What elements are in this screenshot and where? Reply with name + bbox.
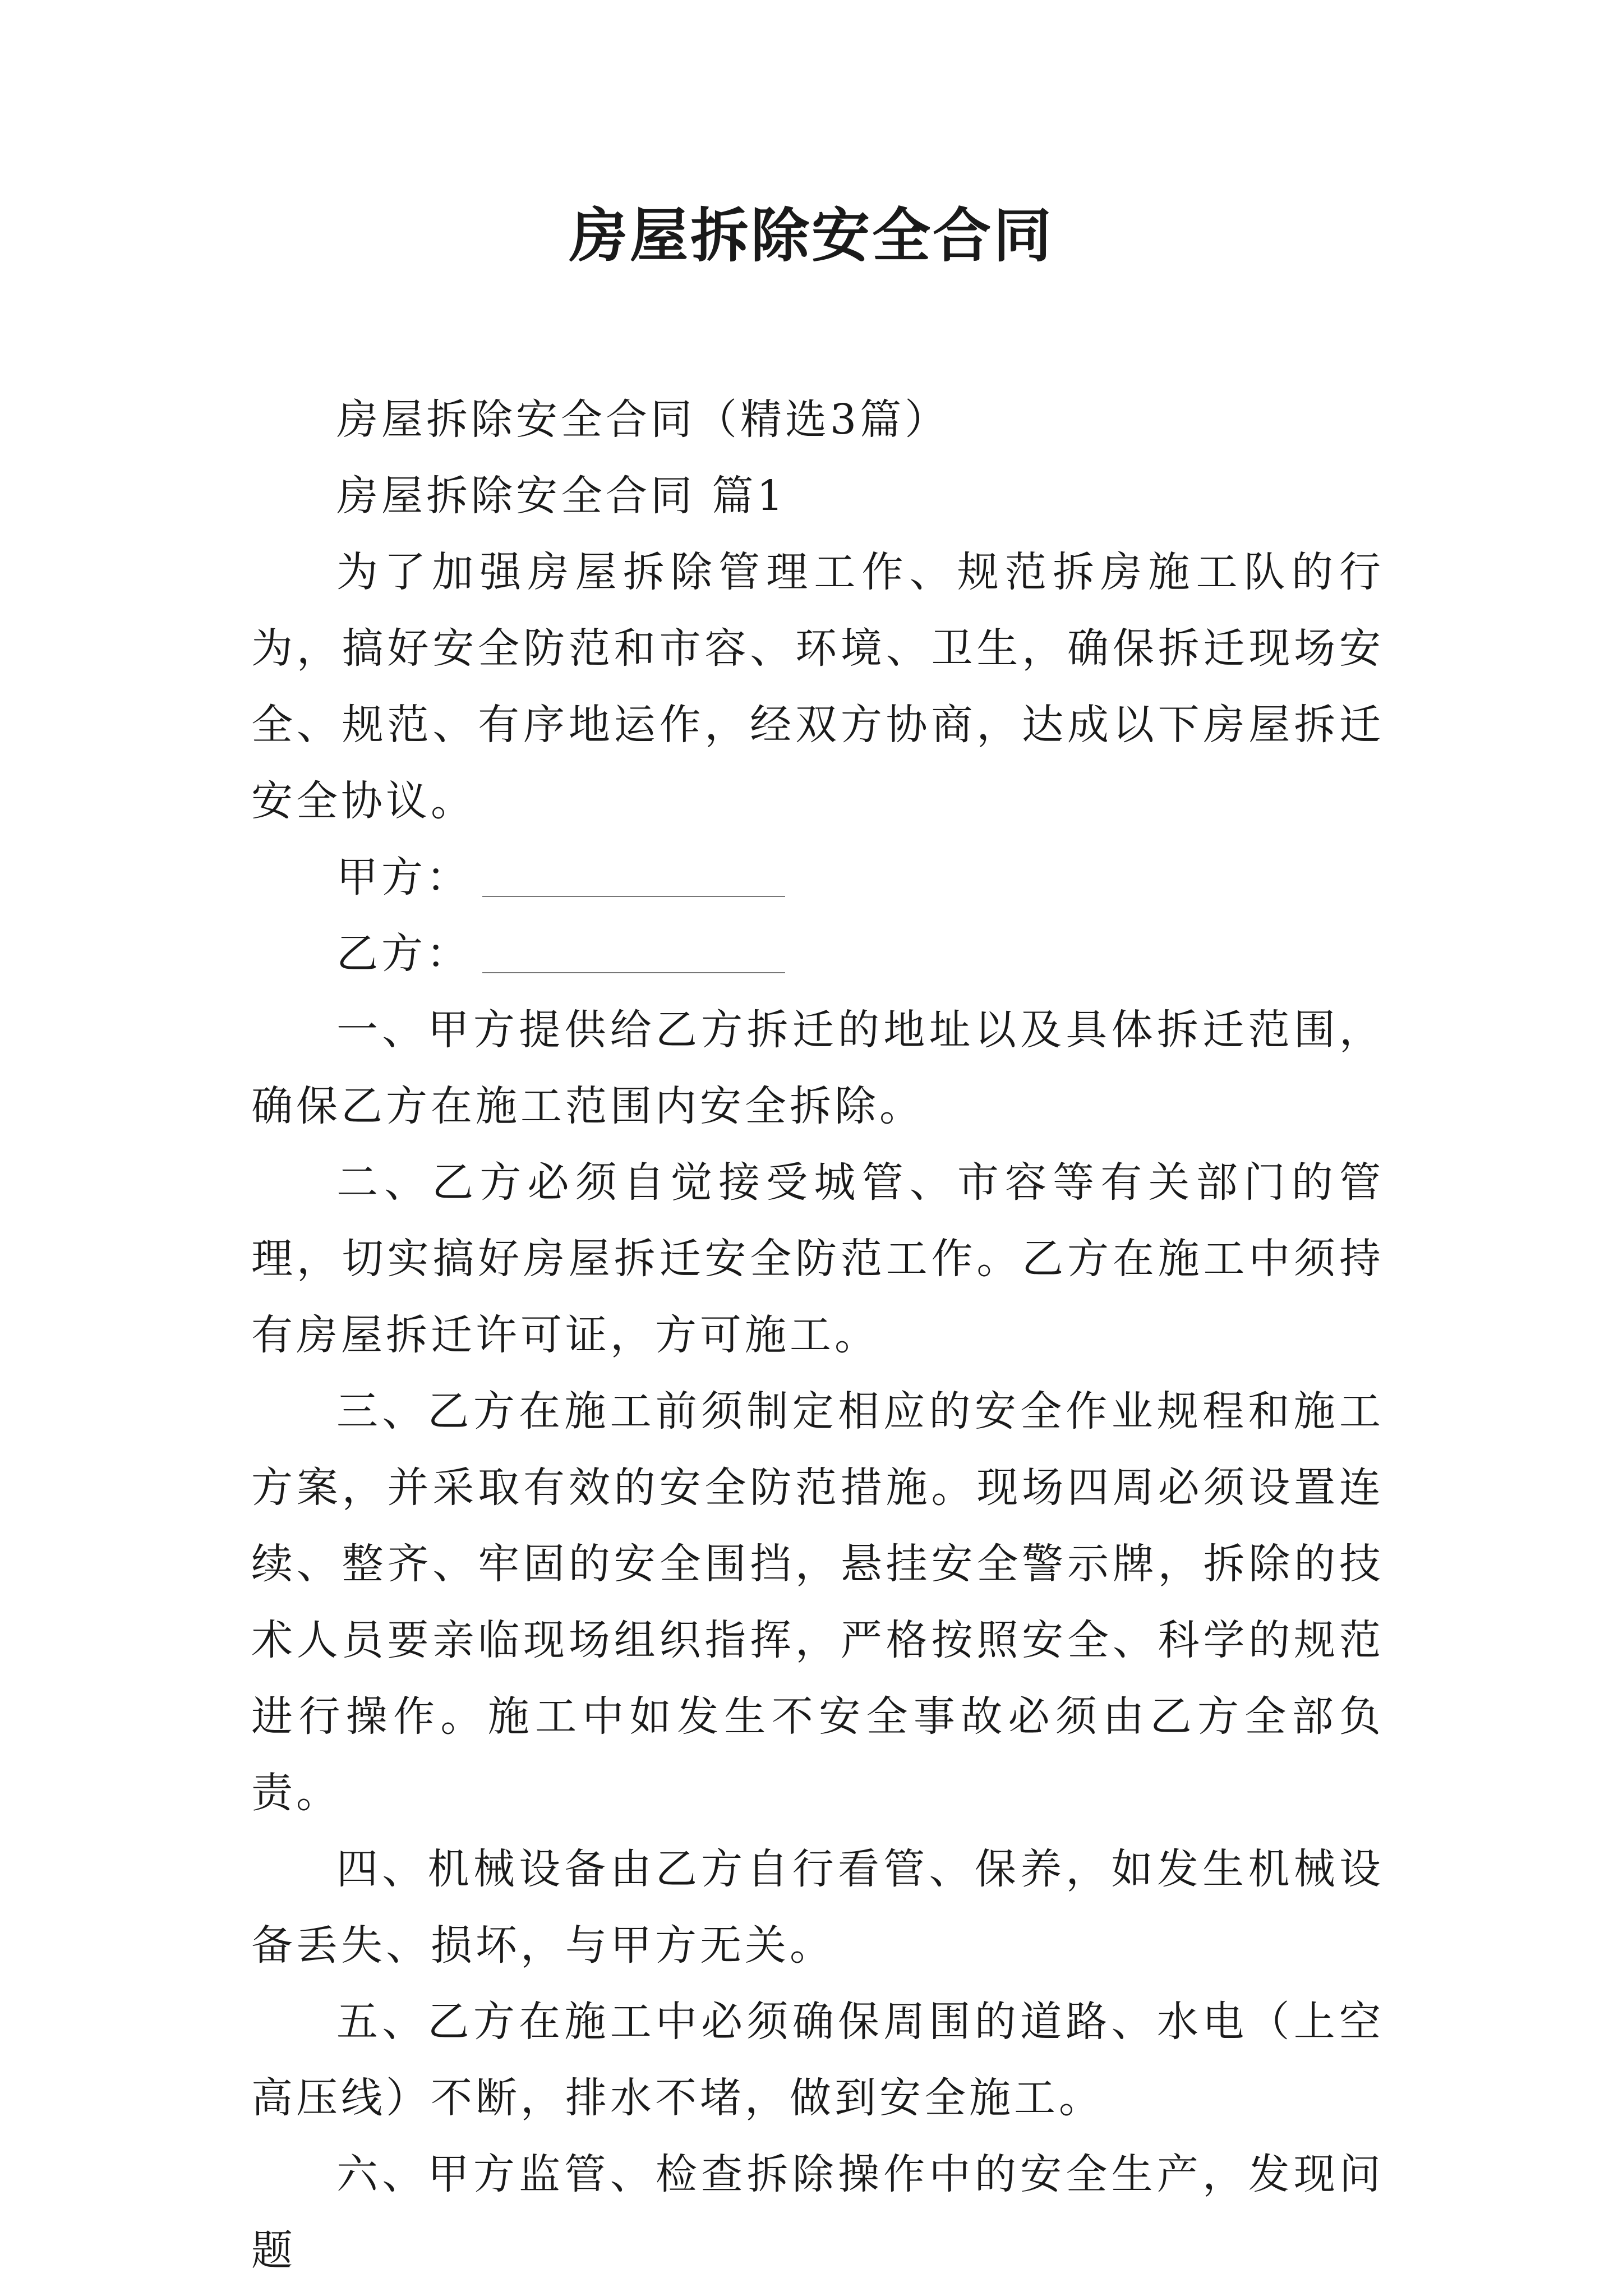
party-b-label: 乙方： [336, 930, 471, 978]
intro-paragraph: 为了加强房屋拆除管理工作、规范拆房施工队的行为，搞好安全防范和市容、环境、卫生，确保拆迁现场安全、规范、有序地运作，经双方协商，达成以下房屋拆迁安全协议。 [251, 548, 1384, 825]
clause-4: 四、机械设备由乙方自行看管、保养，如发生机械设备丢失、损坏，与甲方无关。 [251, 1845, 1384, 1970]
party-b-blank[interactable] [482, 972, 785, 973]
party-a-line [251, 839, 1384, 915]
clause-2: 二、乙方必须自觉接受城管、市容等有关部门的管理，切实搞好房屋拆迁安全防范工作。乙方在施工中须持有房屋拆迁许可证，方可施工。 [251, 1158, 1384, 1359]
document-body [251, 381, 1384, 2289]
clause-1: 一、甲方提供给乙方拆迁的地址以及具体拆迁范围，确保乙方在施工范围内安全拆除。 [251, 1006, 1384, 1130]
section-heading: 房屋拆除安全合同 篇1 [336, 472, 787, 520]
clause-5: 五、乙方在施工中必须确保周围的道路、水电（上空高压线）不断，排水不堵，做到安全施工。 [251, 1998, 1384, 2122]
document-title: 房屋拆除安全合同 [569, 201, 1054, 270]
clause-3: 三、乙方在施工前须制定相应的安全作业规程和施工方案，并采取有效的安全防范措施。现场四周必须设置连续、整齐、牢固的安全围挡，悬挂安全警示牌，拆除的技术人员要亲临现场组织指挥，严格按照安全、科学的规范进行操作。施工中如发生不安全事故必须由乙方全部负责。 [251, 1387, 1384, 1817]
party-a-blank[interactable] [482, 895, 785, 897]
party-b-line [251, 915, 1384, 992]
document-subtitle: 房屋拆除安全合同（精选3篇） [336, 395, 950, 444]
party-a-label: 甲方： [336, 853, 471, 901]
clause-6: 六、甲方监管、检查拆除操作中的安全生产，发现问题 [251, 2150, 1384, 2275]
